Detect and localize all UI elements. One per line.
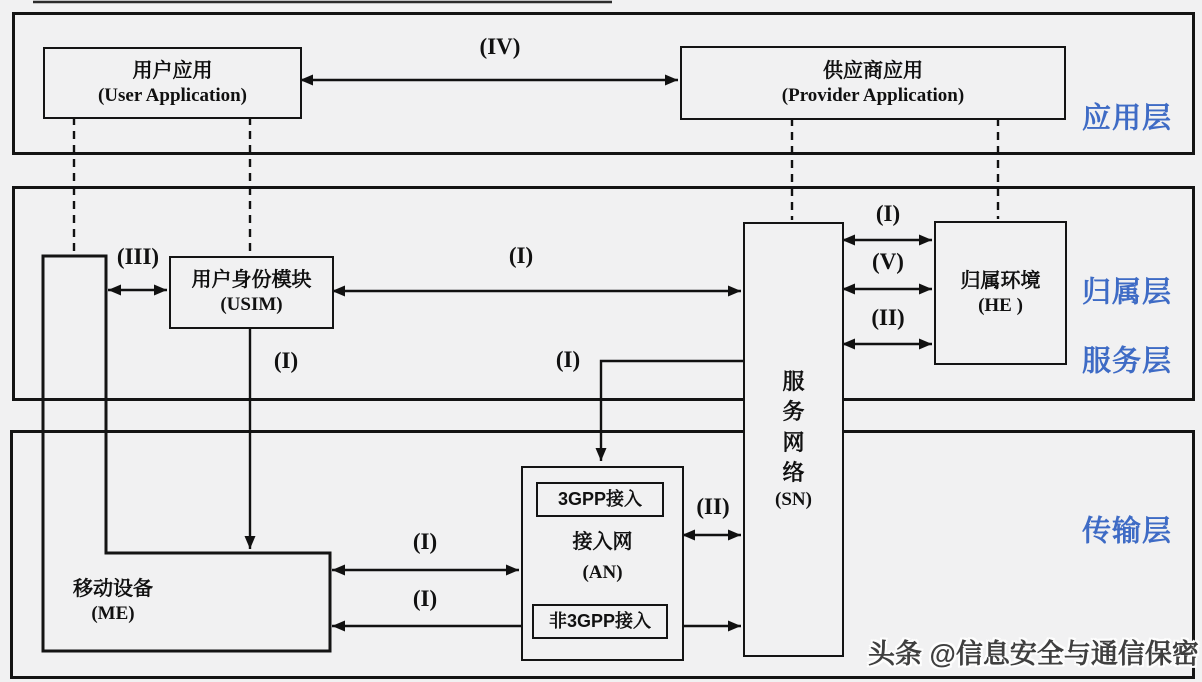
watermark-text: 头条 @信息安全与通信保密 <box>868 639 1199 669</box>
home-environment-title: 归属环境 <box>960 269 1041 292</box>
serving-network-char-2: 务 <box>782 399 805 425</box>
provider-application-title: 供应商应用 <box>823 59 923 82</box>
usim-box <box>169 256 334 329</box>
serving-network-char-4: 络 <box>782 459 805 485</box>
edge-label-ii-sn-he: (II) <box>871 305 905 330</box>
usim-title: 用户身份模块 <box>191 269 312 292</box>
edge-label-ii-an-sn: (II) <box>696 494 730 519</box>
provider-application-box <box>680 46 1066 120</box>
serving-network-subtitle: (SN) <box>775 489 812 511</box>
usim-subtitle: (USIM) <box>220 294 283 316</box>
application-layer-label: 应用层 <box>1081 102 1173 135</box>
home-environment-box <box>934 221 1067 365</box>
edge-label-i-me-sn: (I) <box>412 586 438 611</box>
provider-application-subtitle: (Provider Application) <box>781 84 965 106</box>
user-application-box <box>43 47 302 119</box>
arrow-i-sn-an <box>601 361 743 461</box>
non-gpp-access-box <box>532 604 668 639</box>
edge-label-i-me-an: (I) <box>412 529 438 554</box>
mobile-equipment-title: 移动设备 <box>73 577 153 600</box>
gpp-access-box <box>536 482 664 517</box>
edge-label-i-usim-me: (I) <box>273 348 299 373</box>
serving-layer-label: 服务层 <box>1081 345 1173 378</box>
edge-label-i-sn-he: (I) <box>875 201 901 226</box>
access-network-box <box>521 466 684 661</box>
transport-layer-label: 传输层 <box>1081 515 1173 548</box>
edge-label-iv: (IV) <box>479 34 521 59</box>
home-environment-subtitle: (HE ) <box>978 294 1023 316</box>
gpp-access-label: 3GPP接入 <box>557 489 643 510</box>
edge-label-i-sn-an: (I) <box>555 347 581 372</box>
edge-label-iii: (III) <box>116 244 160 269</box>
serving-network-char-3: 网 <box>782 429 805 455</box>
non-gpp-access-label: 非3GPP接入 <box>548 611 652 632</box>
serving-network-box <box>743 222 844 657</box>
mobile-equipment-subtitle: (ME) <box>91 602 135 624</box>
edge-label-v-sn-he: (V) <box>872 249 904 274</box>
access-network-title: 接入网 <box>572 531 633 553</box>
serving-network-char-1: 服 <box>782 368 805 394</box>
edge-label-i-usim-sn: (I) <box>508 243 534 268</box>
mobile-equipment-label <box>43 566 183 636</box>
access-network-subtitle: (AN) <box>582 562 623 583</box>
user-application-subtitle: (User Application) <box>97 84 247 106</box>
home-layer-label: 归属层 <box>1081 276 1173 309</box>
user-application-title: 用户应用 <box>132 59 213 82</box>
